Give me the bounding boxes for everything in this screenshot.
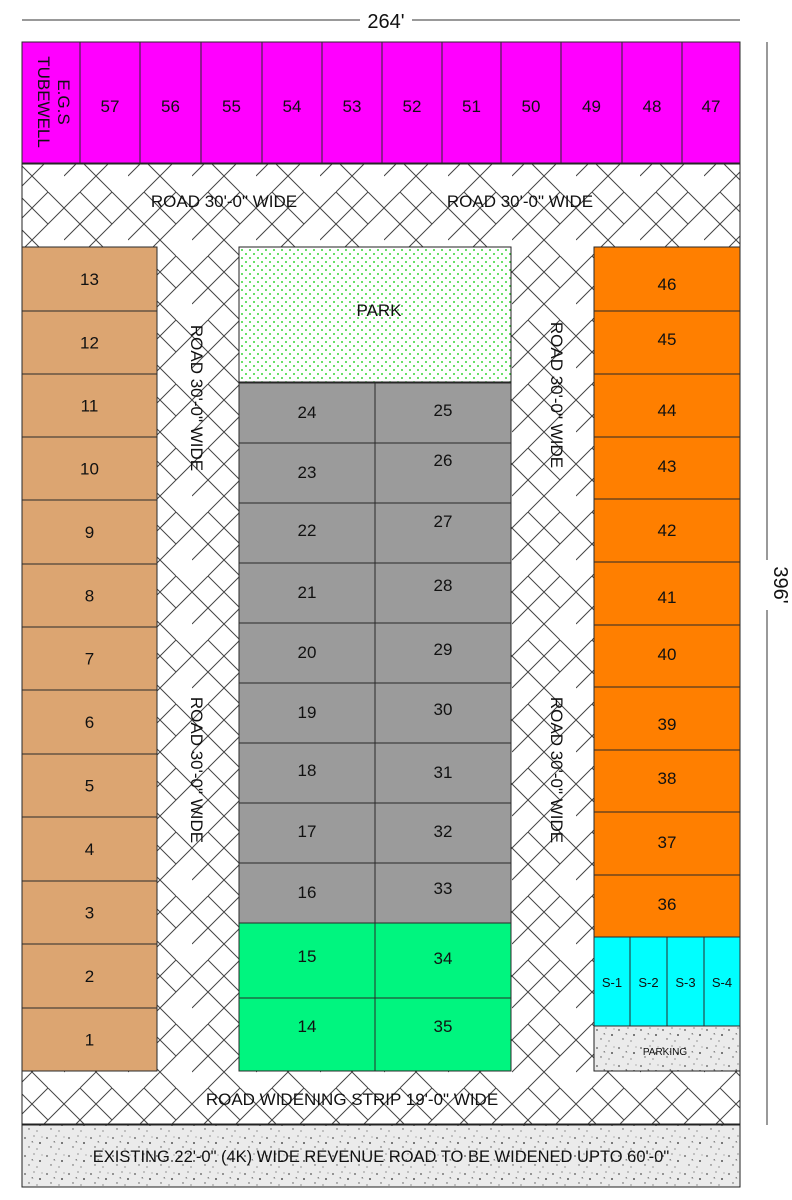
road-label-top-right: ROAD 30'-0" WIDE	[446, 192, 594, 211]
plot-38-label: 38	[657, 769, 677, 788]
shop-s-2-label: S-2	[638, 975, 659, 990]
plot-7-label: 7	[84, 649, 95, 669]
plot-56-label: 56	[161, 97, 180, 116]
shop-s-4-label: S-4	[711, 975, 733, 990]
plot-14-label: 14	[297, 1017, 317, 1036]
tubewell-label-line: E.G.S	[54, 79, 73, 125]
plot-32-label: 32	[433, 822, 453, 841]
plot-2-label: 2	[84, 967, 95, 986]
plot-51-label: 51	[462, 97, 481, 116]
plot-9-label: 9	[84, 523, 95, 542]
plot-34-label: 34	[433, 949, 453, 968]
plot-39-label: 39	[657, 715, 677, 734]
plot-4-label: 4	[84, 840, 95, 859]
plot-10-label: 10	[80, 459, 99, 479]
plot-5-label: 5	[84, 776, 95, 796]
shop-row	[594, 937, 740, 1026]
width-dimension-label: 264'	[367, 11, 405, 33]
plot-12-label: 12	[80, 333, 99, 353]
plot-36-label: 36	[657, 895, 677, 914]
plot-19-label: 19	[297, 703, 317, 722]
plot-30-label: 30	[433, 700, 453, 719]
plot-22-label: 22	[297, 521, 317, 540]
plot-28-label: 28	[433, 576, 453, 595]
tubewell-label-line: TUBEWELL	[34, 56, 53, 148]
plot-24-label: 24	[297, 403, 317, 422]
plot-17-label: 17	[297, 822, 317, 841]
plot-44-label: 44	[657, 401, 677, 420]
shop-s-1-label: S-1	[601, 975, 623, 990]
plot-46-label: 46	[657, 275, 677, 294]
center-plot-block	[239, 383, 511, 1071]
plot-26-label: 26	[433, 451, 453, 470]
plot-50-label: 50	[521, 97, 541, 116]
plot-11-label: 11	[80, 396, 99, 416]
plot-27-label: 27	[433, 512, 453, 531]
plot-43-label: 43	[657, 457, 677, 476]
plot-21-label: 21	[297, 583, 317, 602]
plot-49-label: 49	[582, 97, 601, 116]
road-label-top-left: ROAD 30'-0" WIDE	[150, 192, 298, 211]
road-label-right-lower: ROAD 30'-0" WIDE	[547, 696, 566, 844]
plot-31-label: 31	[433, 763, 453, 782]
plot-29-label: 29	[433, 640, 453, 659]
plot-20-label: 20	[297, 643, 317, 662]
plot-18-label: 18	[297, 761, 317, 780]
plot-16-label: 16	[297, 883, 317, 902]
plot-35-label: 35	[433, 1017, 453, 1036]
plot-37-label: 37	[657, 833, 677, 852]
plot-6-label: 6	[84, 713, 95, 732]
plot-53-label: 53	[342, 97, 362, 116]
parking-label: PARKING	[642, 1047, 688, 1058]
plot-13-label: 13	[80, 270, 99, 289]
plot-52-label: 52	[402, 97, 422, 116]
road-label-revenue: EXISTING 22'-0" (4K) WIDE REVENUE ROAD TO BE WIDENED UPTO 60'-0"	[92, 1148, 670, 1166]
plot-40-label: 40	[657, 645, 677, 664]
left-plot-column	[22, 247, 157, 1071]
plot-45-label: 45	[657, 330, 677, 349]
road-label-left-upper: ROAD 30'-0" WIDE	[187, 324, 206, 472]
plot-54-label: 54	[282, 97, 302, 116]
plot-48-label: 48	[642, 97, 662, 116]
plot-33-label: 33	[433, 879, 453, 898]
shop-s-3-label: S-3	[675, 975, 696, 990]
plot-47-label: 47	[701, 97, 721, 116]
plot-8-label: 8	[84, 586, 95, 606]
road-label-left-lower: ROAD 30'-0" WIDE	[187, 696, 206, 844]
plot-23-label: 23	[297, 463, 317, 482]
plot-42-label: 42	[657, 521, 677, 540]
road-label-right-upper: ROAD 30'-0" WIDE	[547, 321, 566, 469]
road-label-widening-strip: ROAD WIDENING STRIP 19'-0" WIDE	[205, 1090, 499, 1109]
plot-41-label: 41	[657, 588, 677, 607]
top-plot-row	[22, 42, 740, 163]
height-dimension-label: 396'	[769, 566, 791, 604]
plot-3-label: 3	[84, 903, 95, 923]
plot-57-label: 57	[100, 97, 120, 116]
plot-25-label: 25	[433, 401, 453, 420]
plot-55-label: 55	[222, 97, 241, 116]
plot-1-label: 1	[84, 1030, 95, 1050]
park-label: PARK	[356, 301, 402, 320]
right-plot-column	[594, 247, 740, 937]
plot-15-label: 15	[297, 947, 317, 966]
